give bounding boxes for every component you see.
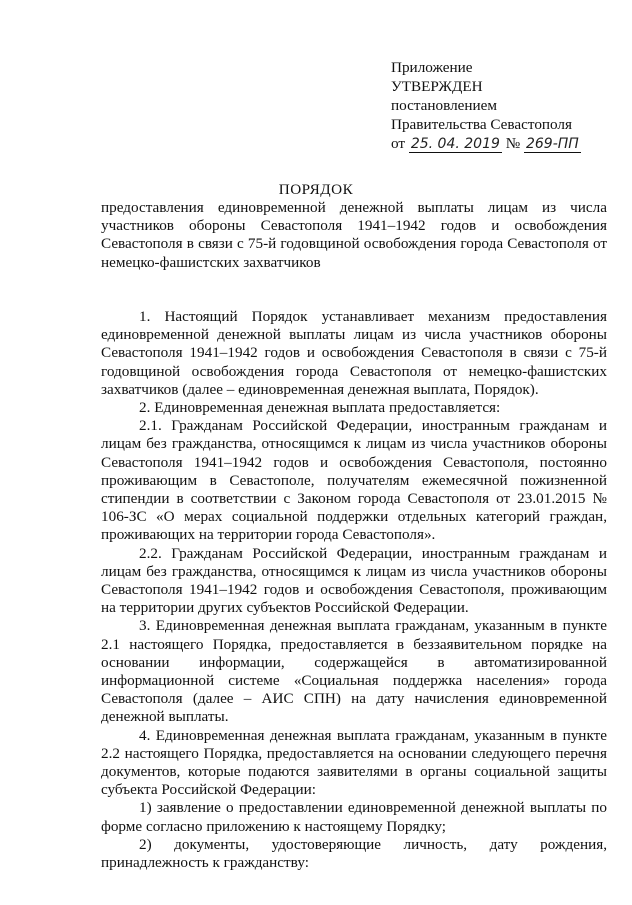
handwritten-date: 25. 04. 2019 <box>410 136 500 152</box>
government-label: Правительства Севастополя <box>391 116 572 133</box>
approval-stamp <box>391 58 621 153</box>
list-item-1: 1) заявление о предоставлении единовременной денежной выплаты по форме согласно приложению к настоящему Порядку; <box>101 799 607 835</box>
paragraph-2-2: 2.2. Гражданам Российской Федерации, иностранным гражданам и лицам без гражданства, относящимся к лицам из числа участников обороны Севастополя 1941–1942 годов и освобождения Севастополя, проживающим на территории других субъектов Российской Федерации. <box>101 544 607 617</box>
document-title: ПОРЯДОК <box>278 181 354 198</box>
list-item-2: 2) документы, удостоверяющие личность, дату рождения, принадлежность к гражданству: <box>101 835 607 872</box>
date-number-line <box>391 134 621 153</box>
handwritten-number: 269-ПП <box>525 136 579 152</box>
number-prefix: № <box>505 135 521 152</box>
paragraph-4: 4. Единовременная денежная выплата гражданам, указанным в пункте 2.2 настоящего Порядка, предоставляется на основании следующего перечня документов, которые подаются заявителями в органы социальной защиты субъекта Российской Федерации: <box>101 726 607 799</box>
document-body <box>101 308 607 872</box>
resolution-label: постановлением <box>391 97 498 114</box>
approved-label: УТВЕРЖДЕН <box>391 78 483 95</box>
appendix-label: Приложение <box>391 59 473 76</box>
paragraph-2: 2. Единовременная денежная выплата предоставляется: <box>139 399 501 417</box>
date-prefix: от <box>391 135 406 152</box>
document-subtitle: предоставления единовременной денежной выплаты лицам из числа участников обороны Севастополя 1941–1942 годов и освобождения Севастополя в связи с 75-й годовщиной освобождения города Севастополя от немецко-фашистских захватчиков <box>101 199 607 271</box>
paragraph-3: 3. Единовременная денежная выплата гражданам, указанным в пункте 2.1 настоящего Порядка, предоставляется в беззаявительном порядке на основании информации, содержащейся в автоматизированной информационной системе «Социальная поддержка населения» города Севастополя (далее – АИС СПН) на дату начисления единовременной денежной выплаты. <box>101 617 607 726</box>
paragraph-2-1: 2.1. Гражданам Российской Федерации, иностранным гражданам и лицам без гражданства, относящимся к лицам из числа участников обороны Севастополя 1941–1942 годов и освобождения Севастополя, постоянно проживающим в Севастополе, получателям ежемесячной пожизненной стипендии в соответствии с Законом города Севастополя от 23.01.2015 № 106-ЗС «О мерах социальной поддержки отдельных категорий граждан, проживающих на территории города Севастополя». <box>101 417 607 544</box>
paragraph-1: 1. Настоящий Порядок устанавливает механизм предоставления единовременной денежной выплаты лицам из числа участников обороны Севастополя 1941–1942 годов и освобождения Севастополя в связи с 75-й годовщиной освобождения города Севастополя от немецко-фашистских захватчиков (далее – единовременная денежная выплата, Порядок). <box>101 308 607 398</box>
